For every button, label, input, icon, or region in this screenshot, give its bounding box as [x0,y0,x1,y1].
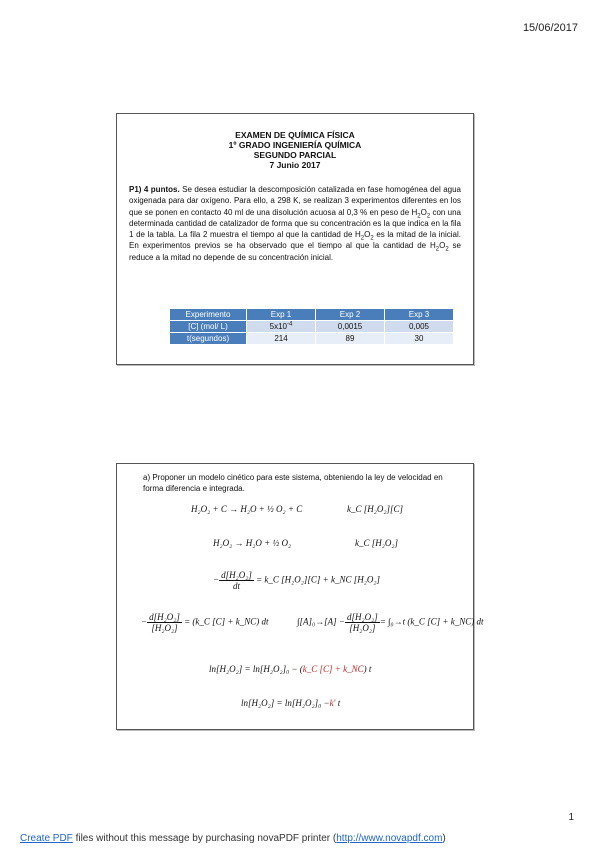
row-label: [C] (mol/ L) [170,321,247,333]
end: t [335,698,341,708]
rate-catalyzed: k_C [H₂O₂][C] [347,504,404,514]
problem-text-4: se reduce a la mitad no depende de su concentración inicial. [129,241,462,262]
problem-label: P1) 4 puntos. [129,185,180,194]
table-row [170,333,454,345]
row-label: t(segundos) [170,333,247,345]
problem-text-2: con una determinada cantidad de catalizador de forma que su concentración es la que indica en la fila 1 de la tabla. La fila 2 muestra el tiempo al que la cantidad de H [129,207,461,240]
experiment-table [169,308,454,345]
task-statement: a) Proponer un modelo cinético para este sistema, obteniendo la ley de velocidad en forma diferencia e integrada. [143,473,443,493]
table-header-cell: Exp 2 [316,309,385,321]
footer-text-end: ) [442,833,446,844]
table-header-cell: Exp 1 [247,309,316,321]
separated-equation: − $\frac{\text{d[H₂O₂]}}{\text{[H₂O₂]}}$ = (k_C [C] + k_NC) dt [141,612,269,633]
create-pdf-link[interactable]: Create PDF [20,833,73,844]
integral-equation: ∫[A]₀→[A] − $\frac{\text{d[H₂O₂]}}{\text{[H₂O₂]}}$ = ∫₀→t (k_C [C] + k_NC) dt [297,612,484,633]
highlighted-term: k_C [C] + k_NC [302,664,364,674]
table-row [170,321,454,333]
novapdf-link[interactable]: http://www.novapdf.com [336,833,443,844]
table-header-row [170,309,454,321]
rhs: = k_C [H₂O₂][C] + k_NC [H₂O₂] [256,574,381,585]
title-line-4: 7 Junio 2017 [269,160,321,170]
o-letter: O [420,207,427,217]
footer [20,833,446,844]
integrated-rate-law-simplified [241,698,340,708]
integral: ∫[A]₀→[A] [297,616,337,627]
fraction [147,612,182,633]
numerator: d[H₂O₂] [149,612,180,622]
rate-uncatalyzed: k_C [H₂O₂] [355,538,399,548]
lhs: ln[H₂O₂] = ln[H₂O₂]₀ − ( [209,664,303,674]
table-cell: 89 [316,333,385,345]
denominator: [H₂O₂] [151,623,178,633]
exam-title [117,130,473,170]
table-cell: 0,0015 [316,321,385,333]
table-cell [247,321,316,333]
title-line-2: 1º GRADO INGENIERÍA QUÍMICA [228,140,362,150]
subscript: 2 [426,213,431,220]
fraction [219,570,254,591]
o-letter: O [364,230,371,240]
equation-uncatalyzed: H₂O₂ → H₂O + ½ O₂ [213,538,292,548]
footer-text: files without this message by purchasing novaPDF printer ( [72,833,337,844]
subscript: 2 [435,247,440,254]
problem-text-1: Se desea estudiar la descomposición catalizada en fase homogénea del agua oxigenada para dar oxígeno. Para ello, a 298 K, se realizan 3 experimentos diferentes en los que se ponen en contacto 40 ml de una disolución acuosa al 0,3 % en peso de H [129,185,462,217]
denominator: dt [232,581,240,591]
slide-solution [116,463,484,730]
problem-statement [129,184,461,263]
cell-value: 5x10 [269,322,287,331]
subscript: 2 [370,235,374,242]
highlighted-constant: k' [329,698,336,708]
cell-exponent: -4 [287,321,293,328]
equation-catalyzed: H₂O₂ + C → H₂O + ½ O₂ + C [191,504,303,514]
problem-text-3: es la mitad de la inicial. En experimentos previos se ha observado que el tiempo al que la cantidad de H [129,230,461,251]
denominator: [H₂O₂] [349,623,376,633]
title-line-3: SEGUNDO PARCIAL [253,150,337,160]
subscript: 2 [417,213,421,220]
slide-problem [116,113,474,365]
lhs: ln[H₂O₂] = ln[H₂O₂]₀ − [241,698,330,708]
integrated-rate-law [209,664,371,674]
page-number: 1 [568,812,574,823]
title-line-1: EXAMEN DE QUÍMICA FÍSICA [235,130,355,140]
page-date: 15/06/2017 [522,22,578,34]
subscript: 2 [360,235,365,242]
table-cell: 214 [247,333,316,345]
table-header-cell: Experimento [170,309,247,321]
table-cell: 30 [385,333,454,345]
end: ) t [363,664,372,674]
fraction [345,612,380,633]
rhs: = ∫₀→t (k_C [C] + k_NC) dt [379,616,484,627]
rhs: = (k_C [C] + k_NC) dt [184,616,269,627]
table-cell: 0,005 [385,321,454,333]
numerator: d[H₂O₂] [221,570,252,580]
table-header-cell: Exp 3 [385,309,454,321]
o-letter: O [439,241,446,251]
numerator: d[H₂O₂] [346,612,378,622]
subscript: 2 [445,247,449,254]
differential-rate-law: − $\frac{\text{d[H₂O₂]}}{dt}$ = k_C [H₂O₂][C] + k_NC [H₂O₂] [213,570,381,591]
